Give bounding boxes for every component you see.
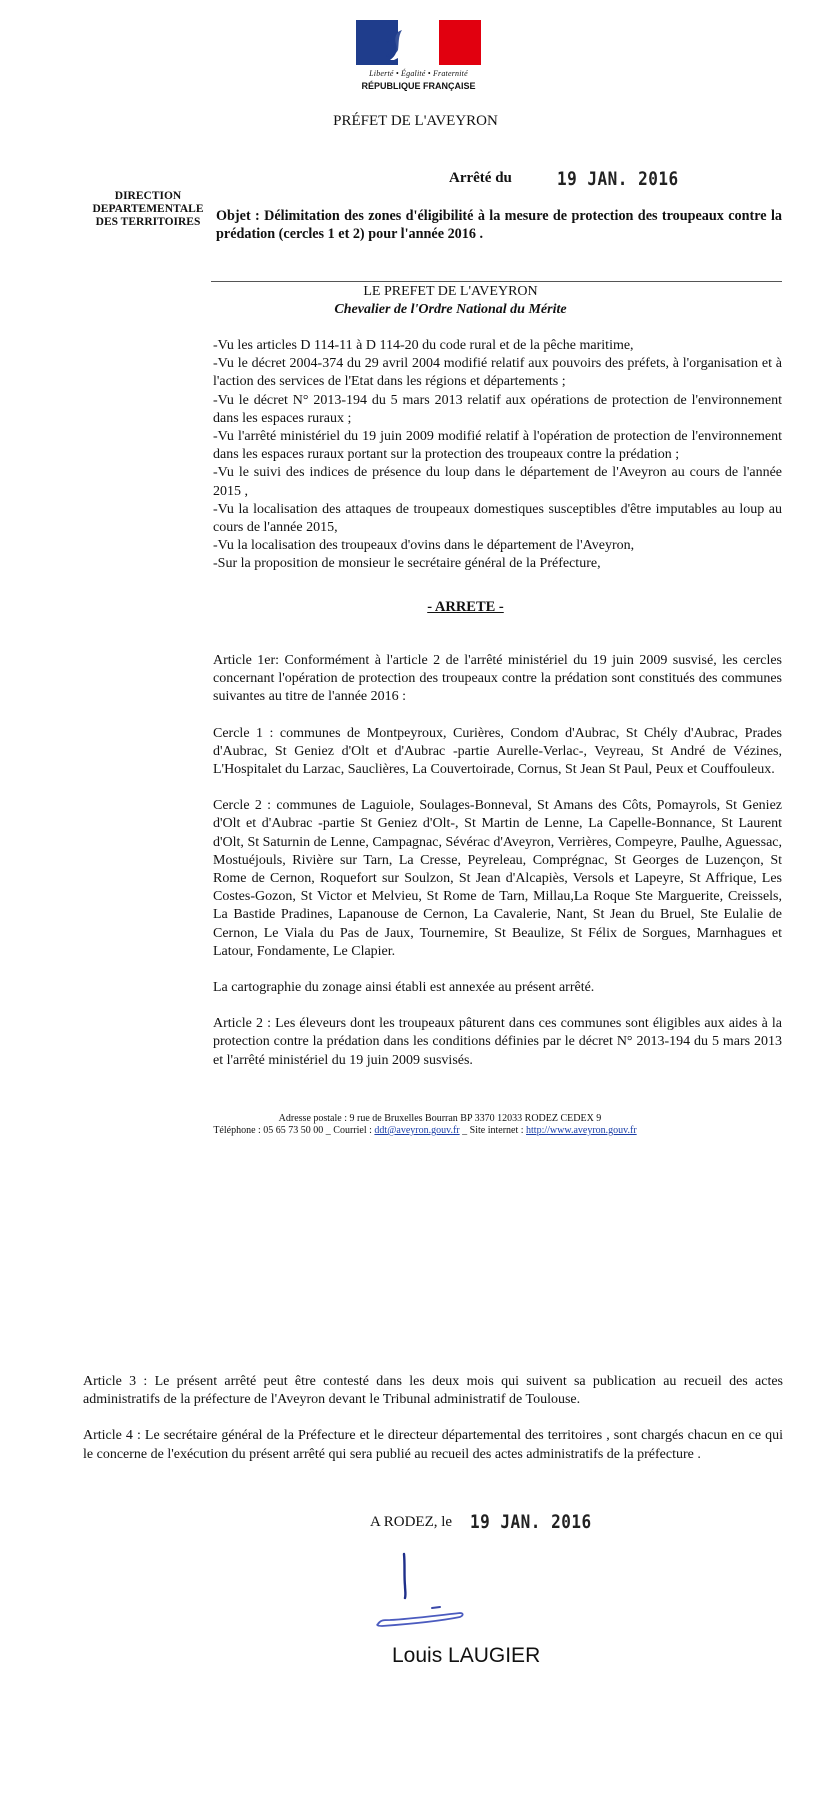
website-link[interactable]: http://www.aveyron.gouv.fr [526, 1125, 637, 1136]
visa-item: -Vu le décret N° 2013-194 du 5 mars 2013 relatif aux opérations de protection de l'environnement dans les espaces ruraux ; [213, 392, 782, 426]
prefet-subtitle: Chevalier de l'Ordre National du Mérite [334, 302, 567, 317]
article-3: Article 3 : Le présent arrêté peut être contesté dans les deux mois qui suivent sa publication au recueil des actes administratifs de la préfecture de l'Aveyron devant le Tribunal administratif de Toulouse. [83, 1374, 783, 1408]
marianne-logo [356, 20, 481, 98]
articles-page2 [83, 1373, 783, 1482]
direction-line: DES TERRITOIRES [95, 216, 201, 228]
objet-text: Objet : Délimitation des zones d'éligibilité à la mesure de protection des troupeaux contre la prédation (cercles 1 et 2) pour l'année 2016 . [216, 208, 782, 242]
cercle-1: Cercle 1 : communes de Montpeyroux, Curières, Condom d'Aubrac, St Chély d'Aubrac, Prades d'Aubrac, St Geniez d'Olt et d'Aubrac -partie Aurelle-Verlac-, Veyreau, St André de Vézines, L'Hospitalet du Larzac, Sauclières, La Couvertoirade, Cornus, St Jean St Paul, Peux et Couffouleux. [213, 725, 782, 778]
signatory-name: Louis LAUGIER [392, 1644, 541, 1667]
article-4: Article 4 : Le secrétaire général de la Préfecture et le directeur départemental des territoires , sont chargés chacun en ce qui le concerne de l'exécution du présent arrêté qui sera publié au recueil des actes administratifs de la préfecture . [83, 1428, 783, 1462]
cartographie-note: La cartographie du zonage ainsi établi est annexée au présent arrêté. [213, 980, 595, 996]
visa-item: -Sur la proposition de monsieur le secrétaire général de la Préfecture, [213, 556, 601, 572]
divider [211, 281, 782, 282]
republic-motto: Liberté • Égalité • Fraternité [369, 69, 468, 78]
visa-item: -Vu la localisation des attaques de troupeaux domestiques susceptibles d'être imputables au loup au cours de l'année 2015, [213, 501, 782, 536]
articles-page1 [213, 652, 782, 1088]
arrete-heading-text: - ARRETE - [427, 599, 504, 615]
handwritten-signature [370, 1550, 490, 1640]
signature-date-stamp: 19 JAN. 2016 [470, 1510, 592, 1533]
footer-address [160, 1113, 690, 1137]
prefet-title: LE PREFET DE L'AVEYRON [363, 284, 538, 299]
visa-item: -Vu le décret 2004-374 du 29 avril 2004 modifié relatif aux pouvoirs des préfets, à l'organisation et à l'action des services de l'Etat dans les régions et départements ; [213, 356, 782, 390]
article-1: Article 1er: Conformément à l'article 2 de l'arrêté ministériel du 19 juin 2009 susvisé, les cercles concernant l'opération de protection des troupeaux contre la prédation sont constitués des communes suivantes au titre de l'année 2016 : [213, 653, 782, 705]
contact-line [160, 1125, 690, 1137]
signature-place: A RODEZ, le [370, 1514, 453, 1530]
cercle-2: Cercle 2 : communes de Laguiole, Soulages-Bonneval, St Amans des Côts, Pomayrols, St Geniez d'Olt et d'Aubrac -partie St Geniez d'Olt-, St Martin de Lenne, La Capelle-Bonnance, St Laurent d'Olt, St Saturnin de Lenne, Campagnac, Sévérac d'Aveyron, Verrières, Compeyre, Paulhe, Aguessac, Mostuéjouls, Rivière sur Tarn, La Cresse, Peyreleau, Comprégnac, St Georges de Luzençon, St Rome de Cernon, Roquefort sur Soulzon, St Jean d'Alcapiès, Versols et Lapeyre, St Affrique, Les Costes-Gozon, St Victor et Melvieu, St Rome de Tarn, Millau,La Roque Ste Marguerite, Creissels, La Bastide Pradines, Lapanouse de Cernon, La Cavalerie, Nant, St Jean du Bruel, Ste Eulalie de Cernon, Le Viala du Pas de Jaux, Tournemire, St Beaulize, St Félix de Sorgues, Marnhagues et Latour, Fondamente, Le Clapier. [213, 798, 782, 959]
article-2: Article 2 : Les éleveurs dont les troupeaux pâturent dans ces communes sont éligibles aux aides à la protection contre la prédation dans les conditions définies par le décret N° 2013-194 du 5 mars 2013 et l'arrêté ministériel du 19 juin 2009 susvisés. [213, 1016, 782, 1068]
arrete-du-label: Arrêté du [449, 170, 512, 186]
visa-item: -Vu le suivi des indices de présence du loup dans le département de l'Aveyron au cours de l'année 2015 , [213, 465, 782, 499]
visa-item: -Vu la localisation des troupeaux d'ovins dans le département de l'Aveyron, [213, 538, 635, 554]
republic-name: RÉPUBLIQUE FRANÇAISE [361, 81, 476, 91]
visa-item: -Vu les articles D 114-11 à D 114-20 du code rural et de la pêche maritime, [213, 338, 634, 353]
direction-line: DIRECTION [114, 190, 182, 202]
email-link[interactable]: ddt@aveyron.gouv.fr [374, 1125, 460, 1136]
direction-block [83, 190, 213, 229]
marianne-profile-icon [384, 26, 428, 62]
postal-address: Adresse postale : 9 rue de Bruxelles Bourran BP 3370 12033 RODEZ CEDEX 9 [278, 1113, 602, 1124]
visa-item: -Vu l'arrêté ministériel du 19 juin 2009 modifié relatif à l'opération de protection de l'environnement dans les espaces ruraux portant sur la protection des troupeaux contre la prédation ; [213, 429, 782, 463]
french-flag-icon [356, 20, 481, 65]
site-label: _ Site internet : [459, 1125, 527, 1136]
prefet-heading: PRÉFET DE L'AVEYRON [333, 113, 498, 129]
visas-list [213, 337, 782, 574]
direction-line: DEPARTEMENTALE [92, 203, 204, 215]
arrete-date-stamp: 19 JAN. 2016 [557, 167, 679, 190]
phone-text: Téléphone : 05 65 73 50 00 _ Courriel : [213, 1125, 375, 1136]
arrete-heading [0, 599, 831, 616]
